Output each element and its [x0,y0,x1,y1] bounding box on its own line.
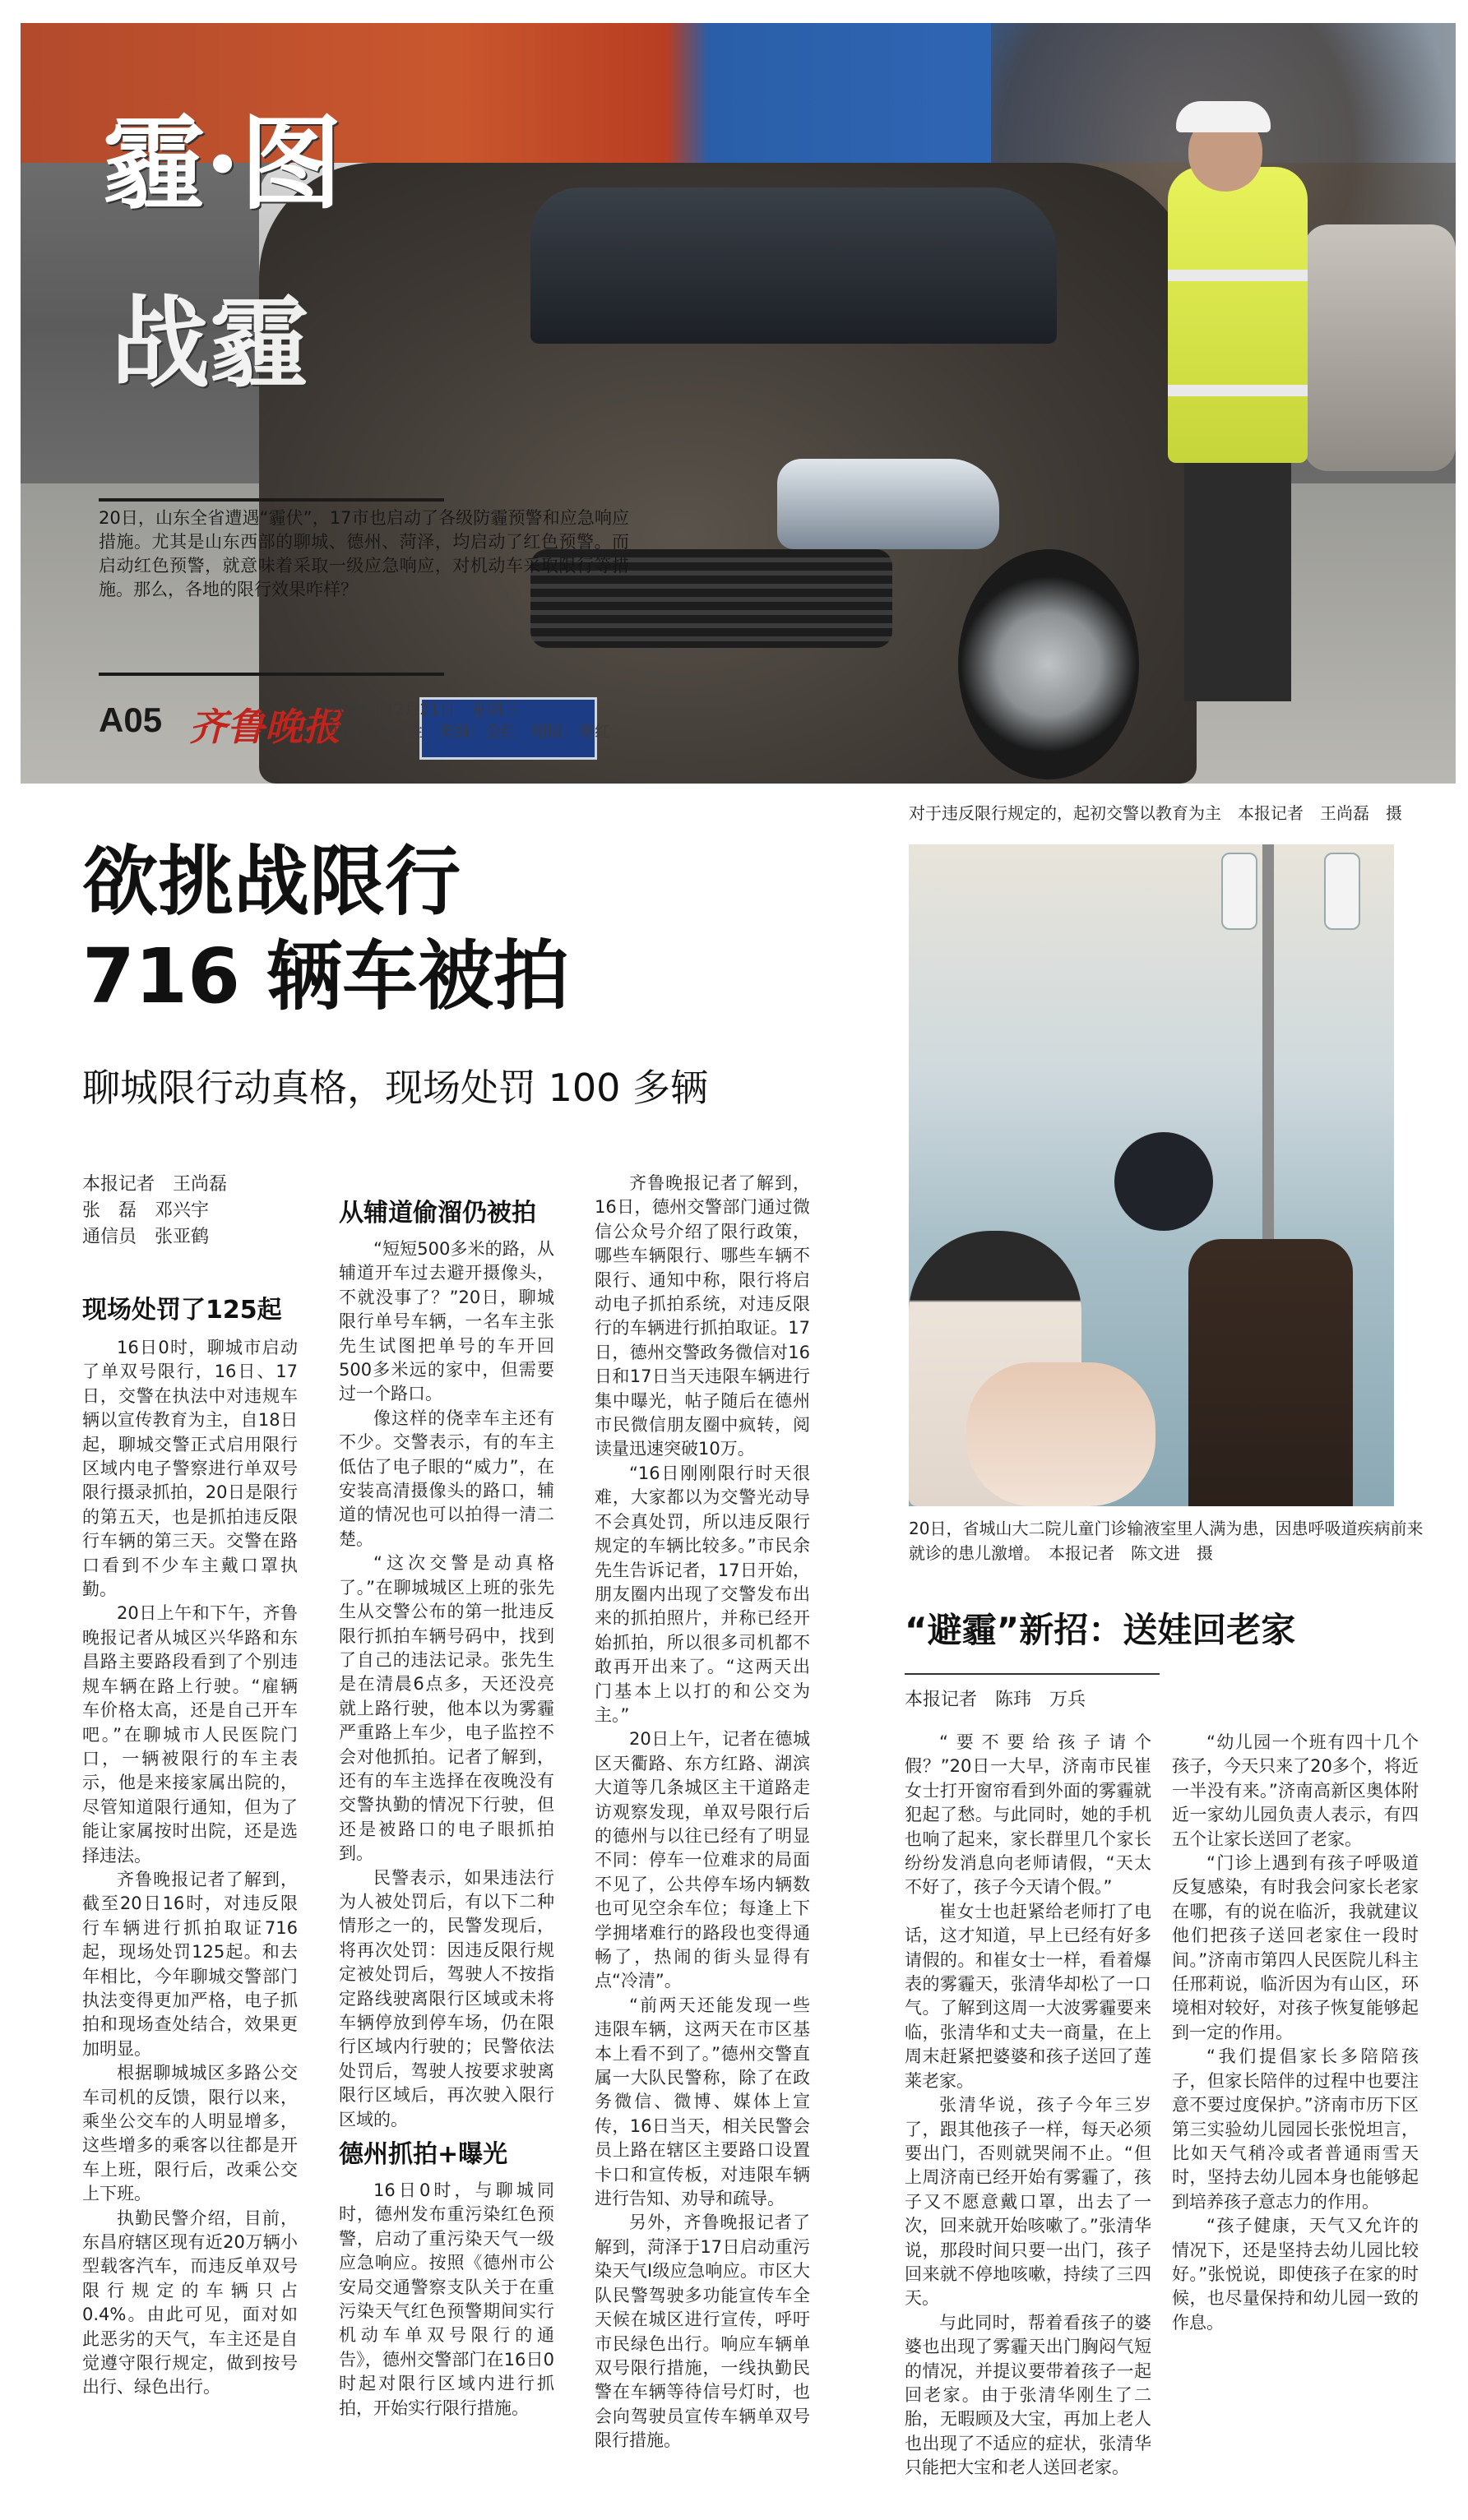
paragraph: “这次交警是动真格了。”在聊城城区上班的张先生从交警公布的第一批违反限行抓拍车辆号码中，找到了自己的违法记录。张先生是在清晨6点多，天还没亮就上路行驶，他本以为雾霾严重路上车少，电子监控不会对他抓拍。记者了解到，还有的车主选择在夜晚没有交警执勤的情况下行驶，但还是被路口的电子眼抓拍到。 [339,1553,554,1864]
side-article-column-1 [905,1731,1151,2481]
paragraph: “前两天还能发现一些违限车辆，这两天在市区基本上看不到了。”德州交警直属一大队民警称，除了在政务微信、微博、媒体上宣传，16日当天，相关民警会员上路在辖区主要路口设置卡口和宣传板，对违限车辆进行告知、劝导和疏导。 [595,1995,810,2209]
column-subtitle: 战霾 [111,285,308,401]
suv-headlight [777,459,999,549]
paragraph: 根据聊城城区多路公交车司机的反馈，限行以来，乘坐公交车的人明显增多，这些增多的乘客以往都是开车上班，限行后，改乘公交上下班。 [82,2063,298,2204]
section-title: 德州抓拍+曝光 [339,2140,508,2169]
paragraph: 20日上午，记者在德城区天衢路、东方红路、湖滨大道等几条城区主干道路走访观察发现，单双号限行后的德州与以往已经有了明显不同：停车一位难求的局面不见了，公共停车场内辆数也可见空余车位；每逢上下学拥堵难行的路段也变得通畅了，热闹的街头显得有点“冷清”。 [595,1729,810,1991]
main-headline [82,835,569,1024]
paragraph: 与此同时，帮着看孩子的婆婆也出现了雾霾天出门胸闷气短的情况，并提议要带着孩子一起回老家。由于张清华刚生了二胎，无暇顾及大宝，再加上老人也出现了不适应的症状，张清华只能把大宝和老人送回老家。 [905,2312,1151,2478]
article-column-3 [595,1172,810,2453]
paragraph: 执勤民警介绍，目前，东昌府辖区现有近20万辆小型载客汽车，而违反单双号限行规定的车辆只占0.4%。由此可见，面对如此恶劣的天气，车主还是自觉遵守限行规定，做到按号出行、绿色出行。 [82,2208,298,2397]
hanging-coat [1188,1239,1353,1506]
suv-wheel [958,549,1139,779]
paragraph: 另外，齐鲁晚报记者了解到，菏泽于17日启动重污染天气I级应急响应。市区大队民警驾驶多功能宣传车全天候在城区进行宣传，呼吁市民绿色出行。响应车辆单双号限行措施，一线执勤民警在车辆等待信号灯时，也会向驾驶员宣传车辆单双号限行措施。 [595,2213,810,2451]
side-article-column-2 [1172,1731,1419,2335]
intro-rule-top [99,498,444,502]
paragraph: “我们提倡家长多陪陪孩子，但家长陪伴的过程中也要注意不要过度保护。”济南市历下区第三实验幼儿园园长张悦坦言，比如天气稍冷或者普通雨雪天时，坚持去幼儿园本身也能够起到培养孩子意志力的作用。 [1172,2046,1419,2212]
byline-line: 通信员 张亚鹤 [82,1227,210,1247]
patient-head [1114,1132,1213,1231]
main-byline [82,1172,227,1251]
section-title: 现场处罚了125起 [82,1296,282,1325]
paragraph: 16日0时，与聊城同时，德州发布重污染红色预警，启动了重污染天气一级应急响应。按照《德州市公安局交通警察支队关于在重污染天气红色预警期间实行机动车单双号限行的通告》，德州交警部门在16日0时起对限行区域内进行抓拍，开始实行限行措施。 [339,2180,554,2418]
paragraph: 像这样的侥幸车主还有不少。交警表示，有的车主低估了电子眼的“威力”，在安装高清摄像头的路口，辅道的情况也可以拍得一清二楚。 [339,1408,554,1549]
paragraph: 崔女士也赶紧给老师打了电话，这才知道，早上已经有好多请假的。和崔女士一样，看着爆表的雾霾天，张清华却松了一口气。了解到这周一大波雾霾要来临，张清华和丈夫一商量，在上周末赶紧把婆婆和孩子送回了莲莱老家。 [905,1901,1151,2091]
newspaper-logo: 齐鲁晚报 [189,705,340,749]
reflective-stripe [1168,270,1308,281]
page-staff: 编辑：李师胜 美编：金红 组版：继红 [329,723,611,741]
section-title: 从辅道偷溜仍被拍 [339,1199,536,1228]
sub-headline: 聊城限行动真格，现场处罚 100 多辆 [82,1066,709,1110]
title-rule [905,1673,1160,1675]
article-column-1 [82,1336,298,2400]
paragraph: 民警表示，如果违法行为人被处罚后，有以下二种情形之一的，民警发现后，将再次处罚：因违反限行规定被处罚后，驾驶人不按指定路线驶离限行区域或未将车辆停放到停车场，仍在限行区域内行驶的；民警依法处罚后，驾驶人按要求驶离限行区域后，再次驶入限行区域的。 [339,1867,554,2129]
photo-caption-bottom: 20日，省城山大二院儿童门诊输液室里人满为患，因患呼吸道疾病前来就诊的患儿激增。 本报记者 陈文进 摄 [909,1519,1424,1563]
hospital-photo [909,844,1394,1506]
intro-text: 20日，山东全省遭遇“霾伏”，17市也启动了各级防霾预警和应急响应措施。尤其是山东西部的聊城、德州、菏泽，均启动了红色预警。而启动红色预警，就意味着采取一级应急响应，对机动车采取限行等措施。那么，各地的限行效果咋样？ [99,508,629,599]
iv-bag [1221,853,1257,930]
officer-cap [1176,101,1271,132]
traffic-officer [1168,167,1308,463]
article-column-2 [339,1237,554,2132]
paragraph: 20日上午和下午，齐鲁晚报记者从城区兴华路和东昌路主要路段看到了个别违规车辆在路上行驶。“雇辆车价格太高，还是自己开车吧。”在聊城市人民医院门口，一辆被限行的车主表示，他是来接家属出院的，尽管知道限行通知，但为了能让家属按时出院，还是选择违法。 [82,1603,298,1866]
page-info-bar [99,697,699,749]
paragraph: “幼儿园一个班有四十几个孩子，今天只来了20多个，将近一半没有来。”济南高新区奥体附近一家幼儿园负责人表示，有四五个让家长送回了老家。 [1172,1732,1419,1849]
child-figure [966,1362,1155,1506]
iv-bag [1324,853,1360,930]
headline-line-1: 欲挑战限行 [82,838,461,926]
page-date: 2016年12月21日 星期三 [329,701,518,719]
side-article-byline: 本报记者 陈玮 万兵 [905,1690,1086,1710]
paragraph: 齐鲁晚报记者了解到，16日，德州交警部门通过微信公众号介绍了限行政策，哪些车辆限行、哪些车辆不限行、通知中称，限行将启动电子抓拍系统，对违反限行的车辆进行抓拍取证。17日，德州交警政务微信对16日和17日当天违限车辆进行集中曝光，帖子随后在德州市民微信朋友圈中疯转，阅读量迅速突破10万。 [595,1173,810,1459]
paragraph: 16日0时，聊城市启动了单双号限行，16日、17日，交警在执法中对违规车辆以宣传教育为主，自18日起，聊城交警正式启用限行区域内电子警察进行单双号限行摄录抓拍，20日是限行的第五天，也是抓拍违反限行车辆的第三天。交警在路口看到不少车主戴口罩执勤。 [82,1338,298,1600]
paragraph: “16日刚刚限行时天很难，大家都以为交警光动导不会真处罚，所以违反限行规定的车辆比较多。”市民余先生告诉记者，17日开始，朋友圈内出现了交警发布出来的抓拍照片，并称已经开始抓拍，所以很多司机都不敢再开出来了。“这两天出门基本上以打的和公交为主。” [595,1463,810,1725]
paragraph: 齐鲁晚报记者了解到，截至20日16时，对违反限行车辆进行抓拍取证716起，现场处罚125起。和去年相比，今年聊城交警部门执法变得更加严格，电子抓拍和现场查处结合，效果更加明显。 [82,1869,298,2059]
byline-line: 张 磊 邓兴宇 [82,1200,210,1221]
photo-caption-top: 对于违反限行规定的，起初交警以教育为主 本报记者 王尚磊 摄 [909,803,1402,823]
suv-windshield [530,187,1057,344]
intro-rule-bottom [99,673,444,676]
gold-car [1304,224,1456,471]
column-title: 霾·图 [103,104,343,224]
reflective-stripe [1168,385,1308,396]
paragraph: “门诊上遇到有孩子呼吸道反复感染，有时我会问家长老家在哪，有的说在临沂，我就建议他们把孩子送回老家住一段时间。”济南市第四人民医院儿科主任邢莉说，临沂因为有山区，环境相对较好，对孩子恢复能够起到一定的作用。 [1172,1853,1419,2042]
paragraph: “孩子健康，天气又允许的情况下，还是坚持去幼儿园比较好。”张悦说，即使孩子在家的时候，也尽量保持和幼儿园一致的作息。 [1172,2216,1419,2333]
side-article-title: “避霾”新招：送娃回老家 [905,1610,1296,1650]
headline-line-2: 716 辆车被拍 [82,932,570,1020]
article-column-2b [339,2179,554,2421]
paragraph: “短短500多米的路，从辅道开车过去避开摄像头，不就没事了？”20日，聊城限行单号车辆，一名车主张先生试图把单号的车开回500多米远的家中，但需要过一个路口。 [339,1239,554,1404]
paragraph: “要不要给孩子请个假？”20日一大早，济南市民崔女士打开窗帘看到外面的雾霾就犯起了愁。与此同时，她的手机也响了起来，家长群里几个家长纷纷发消息向老师请假，“天太不好了，孩子今天请个假。” [905,1732,1151,1898]
header-banner-photo [21,23,1456,784]
officer-legs [1184,459,1291,701]
byline-line: 本报记者 王尚磊 [82,1174,228,1195]
paragraph: 张清华说，孩子今年三岁了，跟其他孩子一样，每天必须要出门，否则就哭闹不止。“但上周济南已经开始有雾霾了，孩子又不愿意戴口罩，出去了一次，回来就开始咳嗽了。”张清华说，那段时间只要一出门，孩子回来就不停地咳嗽，持续了三四天。 [905,2095,1151,2309]
page-number: A05 [99,701,163,739]
